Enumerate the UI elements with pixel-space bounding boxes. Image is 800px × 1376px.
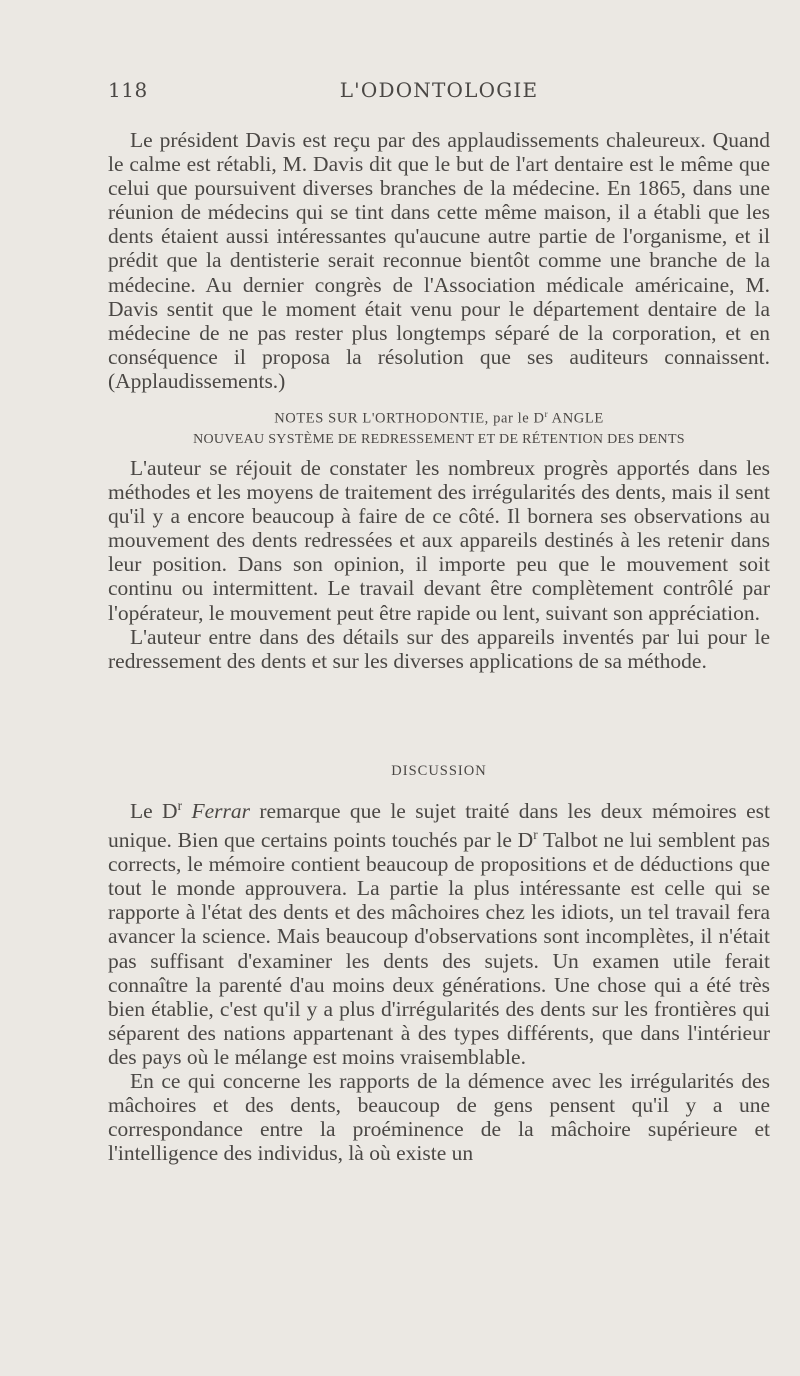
paragraph-ferrar: [108, 794, 770, 1069]
lead-text: Le D: [130, 798, 178, 823]
running-head: [108, 78, 770, 108]
paragraph: L'auteur se réjouit de constater les nombreux progrès apportés dans les méthodes et les moyens de traitement des irrégularités des dents, mais il sent qu'il y a encore beaucoup à faire de ce côté. Il bornera ses observations au mouvement des dents redressées et aux appareils destinés à les retenir dans leur position. Dans son opinion, il importe peu que le mouvement soit continu ou intermittent. Le travail devant être complètement contrôlé par l'opérateur, le mouvement peut être rapide ou lent, suivant son appréciation.: [108, 456, 770, 625]
discussion-section: [108, 794, 770, 1165]
notes-heading-author: ANGLE: [548, 410, 604, 427]
notes-heading: [108, 409, 770, 427]
intro-section: [108, 128, 770, 393]
system-heading: NOUVEAU SYSTÈME DE REDRESSEMENT ET DE RÉTENTION DES DENTS: [193, 432, 685, 447]
notes-heading-superscript: r: [544, 409, 549, 419]
page-number: 118: [108, 78, 148, 102]
journal-title: L'ODONTOLOGIE: [339, 78, 539, 102]
notes-heading-prefix: NOTES SUR L'ORTHODONTIE, par le D: [274, 410, 545, 427]
superscript: r: [533, 827, 538, 843]
paragraph: L'auteur entre dans des détails sur des appareils inventés par lui pour le redressement des dents et sur les diverses applications de sa méthode.: [108, 624, 770, 673]
paragraph-text: Talbot ne lui semblent pas corrects, le mémoire contient beaucoup de propositions et de déductions que tout le monde approuvera. La partie la plus intéressante est celle qui se rapporte à l'état des dents et des mâchoires chez les idiots, un tel travail fera avancer la science. Mais beaucoup d'observations sont incomplètes, il n'était pas suffisant d'examiner les dents des sujets. Un examen utile ferait connaître la parenté d'au moins deux générations. Une chose qui a été très bien établie, c'est qu'il y a plus d'irrégularités des dents sur les frontières qui séparent des nations appartenant à des types différents, que dans l'intérieur des pays où le mélange est moins vraisemblable.: [108, 828, 770, 1069]
paragraph-text: remarque que le sujet traité dans les deux mémoires est unique. Bien que certains points touchés par le D: [108, 798, 771, 853]
paragraph: Le président Davis est reçu par des applaudissements chaleureux. Quand le calme est rétabli, M. Davis dit que le but de l'art dentaire est le même que celui que poursuivent diverses branches de la médecine. En 1865, dans une réunion de médecins qui se tint dans cette même maison, il a établi que les dents étaient aussi intéressantes qu'aucune autre partie de l'organisme, et il prédit que la dentisterie serait reconnue bientôt comme une branche de la médecine. Au dernier congrès de l'Association médicale américaine, M. Davis sentit que le moment était venu pour le département dentaire de la médecine de ne pas rester plus longtemps séparé de la corporation, et en conséquence il proposa la résolution que ses auditeurs connaissent. (Applaudissements.): [108, 128, 770, 393]
discussion-heading: DISCUSSION: [391, 763, 487, 779]
angle-section: [108, 456, 770, 673]
speaker-name: Ferrar: [191, 798, 250, 823]
paragraph: En ce qui concerne les rapports de la démence avec les irrégularités des mâchoires et des dents, beaucoup de gens pensent qu'il y a une correspondance entre la proéminence de la mâchoire supérieure et l'intelligence des individus, là où existe un: [108, 1069, 770, 1166]
superscript: r: [177, 798, 183, 813]
